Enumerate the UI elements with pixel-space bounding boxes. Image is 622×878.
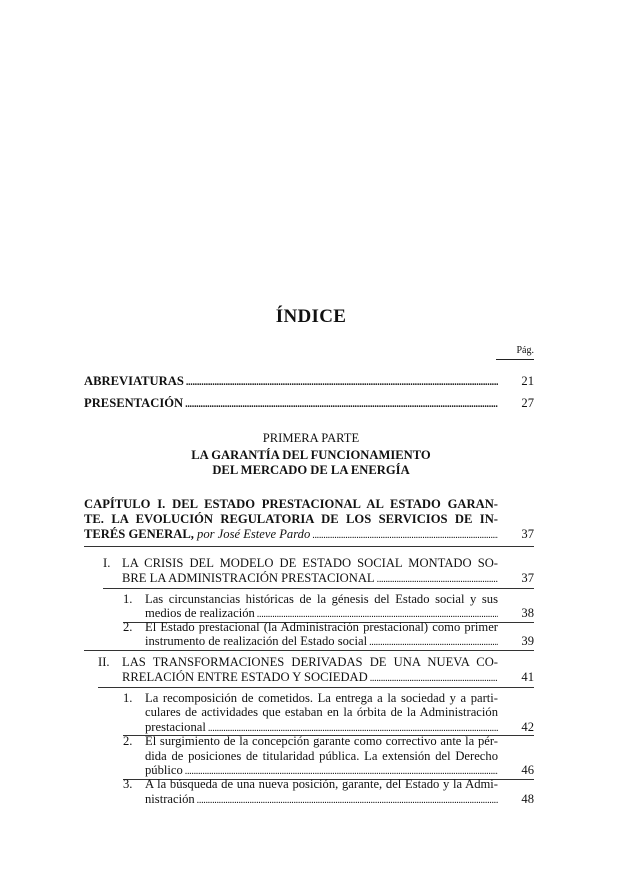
dot-leader	[186, 374, 498, 391]
toc-page-number: 27	[521, 396, 534, 410]
dot-leader	[377, 571, 498, 588]
section-title-line1[interactable]: LAS TRANSFORMACIONES DERIVADAS DE UNA NUEVA CO-	[122, 655, 498, 669]
item-number: 2.	[123, 734, 133, 748]
divider	[84, 650, 534, 651]
chapter-title-end: TERÉS GENERAL,	[84, 527, 194, 541]
toc-entry-abreviaturas[interactable]	[84, 374, 498, 391]
toc-page-number: 21	[521, 374, 534, 388]
chapter-title-line3[interactable]	[84, 527, 498, 544]
item-title-line1b[interactable]: culares de actividades que estaban en la órbita de la Administración	[145, 705, 498, 719]
item-title-text: instrumento de realización del Estado social	[145, 634, 368, 648]
toc-page-number: 42	[521, 720, 534, 734]
section-number: I.	[103, 556, 111, 570]
divider	[84, 546, 534, 547]
toc-entry-presentacion[interactable]	[84, 396, 498, 413]
item-title-line1[interactable]: Las circunstancias históricas de la génesis del Estado social y sus	[145, 592, 498, 606]
dot-leader	[312, 527, 498, 544]
dot-leader	[185, 396, 498, 413]
chapter-title-line1[interactable]: CAPÍTULO I. DEL ESTADO PRESTACIONAL AL ESTADO GARAN-	[84, 497, 498, 511]
item-title-text: público	[145, 763, 183, 777]
item-number: 1.	[123, 691, 133, 705]
item-title-line1[interactable]: El Estado prestacional (la Administración prestacional) como primer	[145, 620, 498, 634]
part-label: PRIMERA PARTE	[262, 431, 360, 445]
toc-page-number: 46	[521, 763, 534, 777]
toc-page-number: 37	[521, 571, 534, 585]
item-title-line2[interactable]	[145, 634, 498, 651]
item-title-text: nistración	[145, 792, 195, 806]
part-title-line1: LA GARANTÍA DEL FUNCIONAMIENTO	[191, 448, 431, 462]
page-column-label: Pág.	[496, 345, 534, 360]
item-title-line2[interactable]	[145, 792, 498, 809]
section-number: II.	[98, 655, 110, 669]
section-title-text: RRELACIÓN ENTRE ESTADO Y SOCIEDAD	[122, 670, 368, 684]
item-title-line1[interactable]: El surgimiento de la concepción garante como correctivo ante la pér-	[145, 734, 498, 748]
toc-page-number: 37	[521, 527, 534, 541]
item-title-text: prestacional	[145, 720, 206, 734]
part-title-line2: DEL MERCADO DE LA ENERGÍA	[212, 463, 410, 477]
item-title-text: medios de realización	[145, 606, 255, 620]
chapter-title-line2[interactable]: TE. LA EVOLUCIÓN REGULATORIA DE LOS SERVICIOS DE IN-	[84, 512, 498, 526]
page-title: ÍNDICE	[275, 306, 347, 327]
item-title-line1[interactable]: La recomposición de cometidos. La entrega a la sociedad y a parti-	[145, 691, 498, 705]
section-title-line2[interactable]	[122, 571, 498, 588]
toc-page-number: 48	[521, 792, 534, 806]
dot-leader	[370, 670, 498, 687]
section-title-line1[interactable]: LA CRISIS DEL MODELO DE ESTADO SOCIAL MONTADO SO-	[122, 556, 498, 570]
chapter-author: por José Esteve Pardo	[193, 527, 311, 541]
toc-page-number: 41	[521, 670, 534, 684]
dot-leader	[197, 792, 498, 809]
item-title-line1[interactable]: A la búsqueda de una nueva posición, garante, del Estado y la Admi-	[145, 777, 498, 791]
item-number: 3.	[123, 777, 133, 791]
section-title-line2[interactable]	[122, 670, 498, 687]
toc-entry-label: PRESENTACIÓN	[84, 396, 184, 410]
item-title-line1b[interactable]: dida de posiciones de titularidad pública. La extensión del Derecho	[145, 749, 498, 763]
divider	[103, 588, 534, 589]
toc-entry-label: ABREVIATURAS	[84, 374, 184, 388]
toc-page-number: 38	[521, 606, 534, 620]
item-number: 1.	[123, 592, 133, 606]
dot-leader	[369, 634, 498, 651]
item-number: 2.	[123, 620, 133, 634]
divider	[98, 687, 534, 688]
toc-page-number: 39	[521, 634, 534, 648]
section-title-text: BRE LA ADMINISTRACIÓN PRESTACIONAL	[122, 571, 375, 585]
